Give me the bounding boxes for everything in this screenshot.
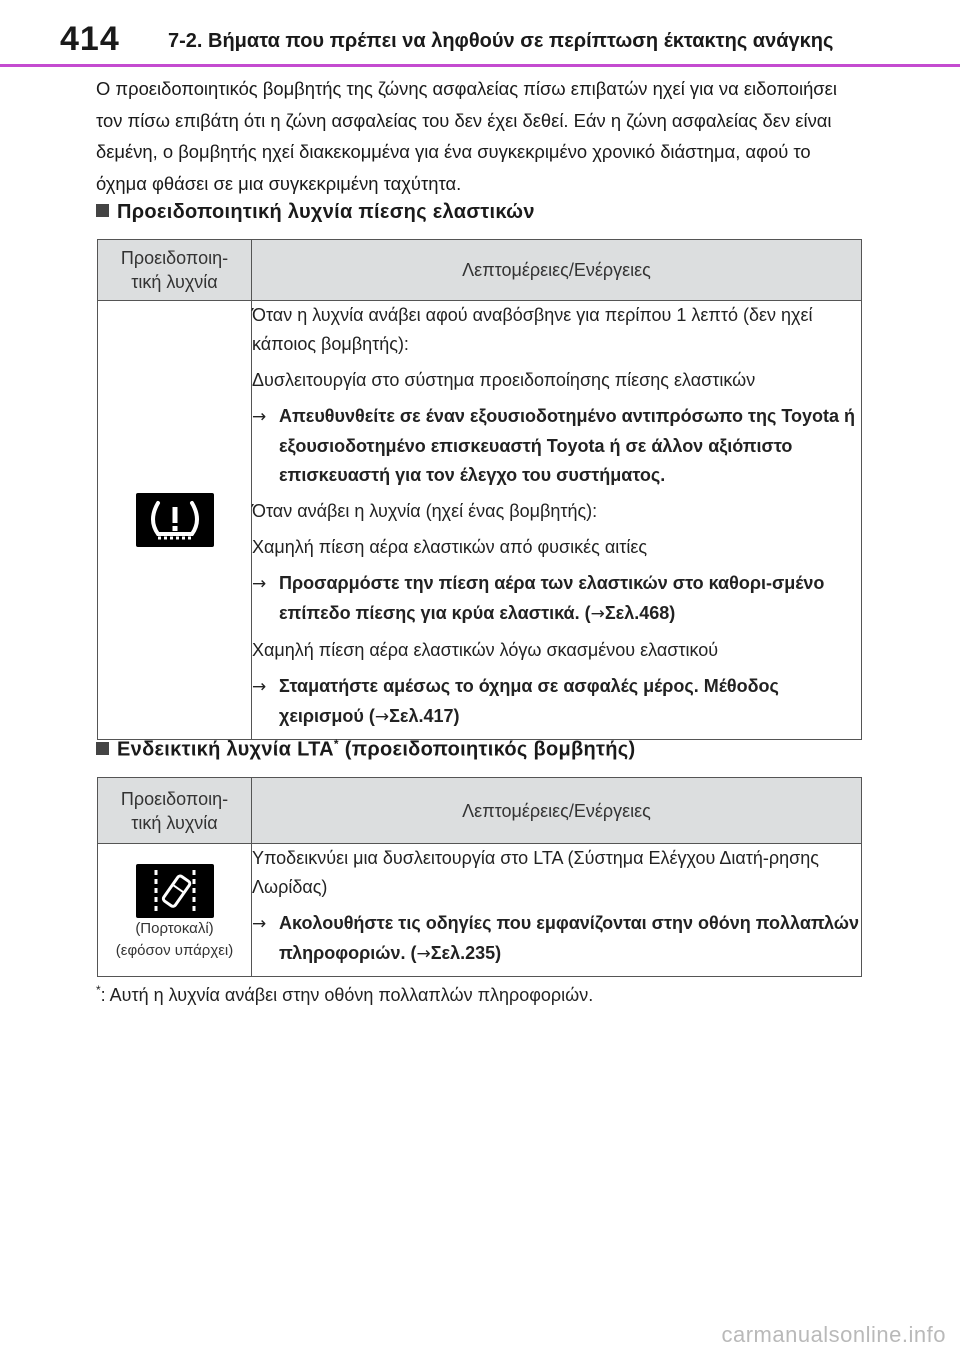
tpms-action-1-text: Απευθυνθείτε σε έναν εξουσιοδοτημένο αντιπρόσωπο της Toyota ή εξουσιοδοτημένο επισκευαστή Toyota ή σε άλλον αξιόπιστο επισκευαστή για τον έλεγχο του συστήματος. [279,406,855,485]
tpms-action-2-text: Προσαρμόστε την πίεση αέρα των ελαστικών στο καθορι-σμένο επίπεδο πίεσης για κρύα ελαστικά. ( [279,573,825,623]
page-header [0,0,960,66]
lamp-cell [98,844,252,977]
lta-table [97,777,862,977]
lamp-cell [98,301,252,740]
column-header-lamp-text: Προειδοποιη-τική λυχνία [120,248,229,292]
tpms-heading [96,201,535,224]
column-header-lamp [98,778,252,844]
page-reference-468[interactable]: Σελ.468) [604,603,676,623]
section-title: 7-2. Βήματα που πρέπει να ληφθούν σε περίπτωση έκτακτης ανάγκης [168,30,834,52]
bullet-square-icon [96,742,109,755]
lta-heading [96,737,635,762]
lta-action-text: Ακολουθήστε τις οδηγίες που εμφανίζονται στην οθόνη πολλαπλών πληροφοριών. ( [279,913,860,963]
column-header-details: Λεπτομέρειες/Ενέργειες [252,778,862,844]
watermark: carmanualsonline.info [721,1322,946,1347]
column-header-lamp-text: Προειδοποιη-τική λυχνία [120,788,229,833]
lta-action [252,909,861,969]
lta-details [252,844,862,977]
tpms-action-3-text: Σταματήστε αμέσως το όχημα σε ασφαλές μέρος. Μέθοδος χειρισμού ( [279,676,779,726]
column-header-lamp [98,240,252,301]
tpms-condition-2: Όταν ανάβει η λυχνία (ηχεί ένας βομβητής): [252,501,598,521]
arrow-icon: → [252,914,267,934]
tpms-action-3 [252,672,861,732]
table-header-row [98,240,862,301]
tpms-cause-1: Δυσλειτουργία στο σύστημα προειδοποίησης πίεσης ελαστικών [252,370,756,390]
lamp-color-caption: (Πορτοκαλί) [135,920,214,937]
arrow-icon: → [252,407,267,427]
tpms-cause-3: Χαμηλή πίεση αέρα ελαστικών λόγω σκασμένου ελαστικού [252,640,719,660]
footnote-mark: * [96,983,101,997]
arrow-icon: → [374,707,390,727]
table-row [98,301,862,740]
table-header-row [98,778,862,844]
page-reference-417[interactable]: Σελ.417) [389,706,460,726]
footnote-text: : Αυτή η λυχνία ανάβει στην οθόνη πολλαπλών πληροφοριών. [100,985,594,1005]
table-row [98,844,862,977]
arrow-icon: → [590,604,605,624]
tpms-action-1 [252,402,861,490]
column-header-details: Λεπτομέρειες/Ενέργειες [252,240,862,301]
footnote-mark: * [333,737,339,751]
tpms-table [97,239,862,740]
lta-heading-suffix: (προειδοποιητικός βομβητής) [338,738,636,761]
arrow-icon: → [252,574,267,594]
page-number: 414 [60,20,120,58]
intro-paragraph: Ο προειδοποιητικός βομβητής της ζώνης ασφαλείας πίσω επιβατών ηχεί για να ειδοποιήσει τον πίσω επιβάτη ότι η ζώνη ασφαλείας του δεν έχει δεθεί. Εάν η ζώνη ασφαλείας δεν είναι δεμένη, ο βομβητής ηχεί διακεκομμένα για ένα συγκεκριμένο χρονικό διάστημα, αφού το όχημα φθάσει σε μια συγκεκριμένη ταχύτητα. [96,78,837,194]
arrow-icon: → [252,677,267,697]
lamp-availability-caption: (εφόσον υπάρχει) [115,942,234,959]
header-divider [0,64,960,67]
lta-heading-text: Ενδεικτική λυχνία LTA [117,738,334,761]
page-reference-235[interactable]: Σελ.235) [430,943,502,963]
tpms-heading-text: Προειδοποιητική λυχνία πίεσης ελαστικών [117,201,535,223]
tpms-condition-1: Όταν η λυχνία ανάβει αφού αναβόσβηνε για περίπου 1 λεπτό (δεν ηχεί κάποιος βομβητής): [252,305,813,354]
lta-condition: Υποδεικνύει μια δυσλειτουργία στο LTA (Σύστημα Ελέγχου Διατή-ρησης Λωρίδας) [252,848,819,897]
bullet-square-icon [96,204,109,217]
arrow-icon: → [416,944,431,964]
tire-pressure-warning-icon [136,493,214,547]
lane-tracing-assist-icon [136,864,214,918]
footnote [96,983,593,1006]
tpms-cause-2: Χαμηλή πίεση αέρα ελαστικών από φυσικές αιτίες [252,537,648,557]
tpms-details [252,301,862,740]
tpms-action-2 [252,569,861,629]
